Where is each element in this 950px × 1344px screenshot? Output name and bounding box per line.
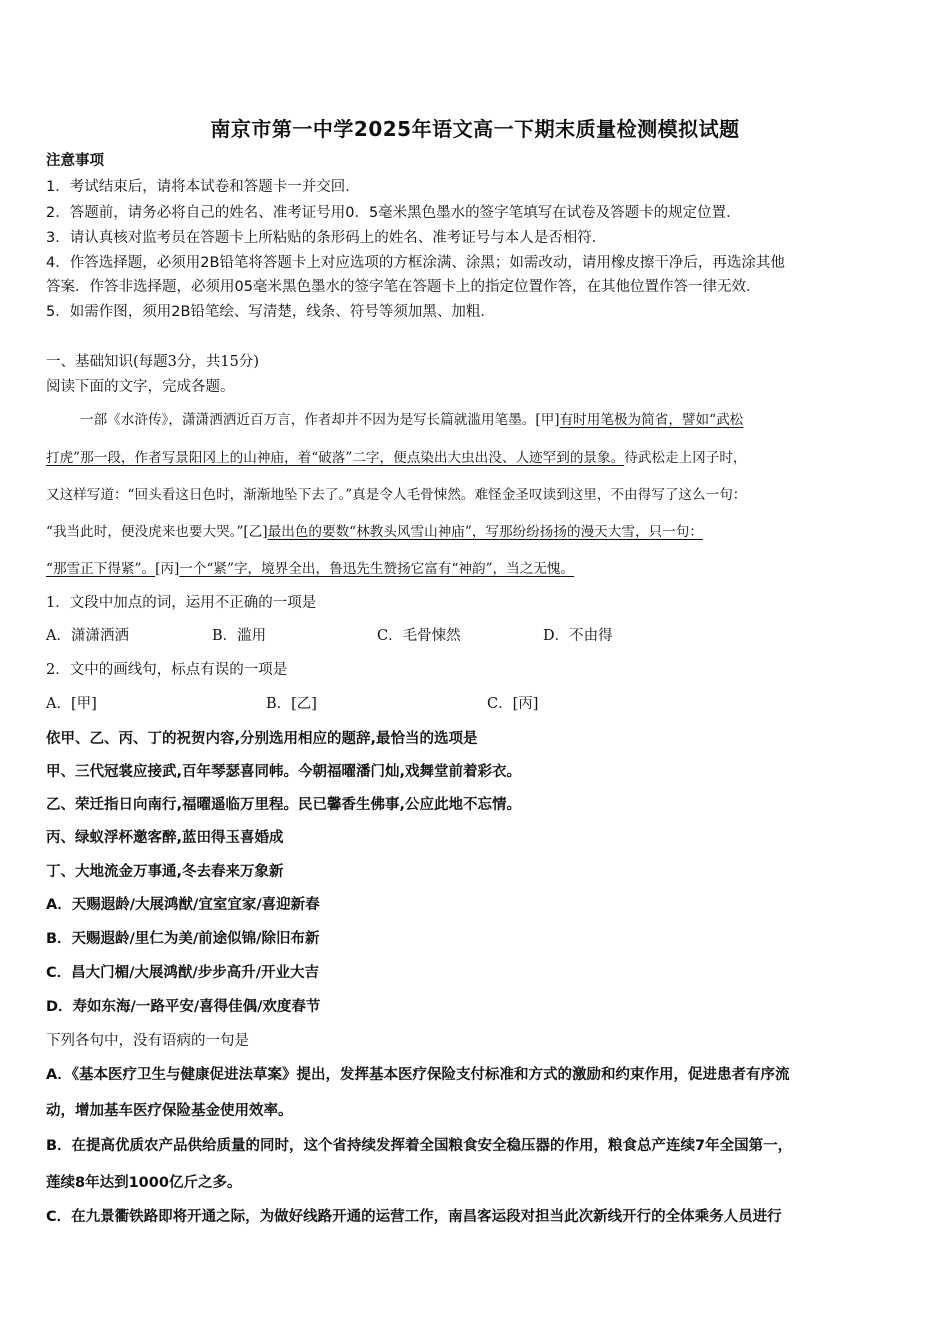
notice-item-4-cont: 答案．作答非选择题，必须用05毫米黑色墨水的签字笔在答题卡上的指定位置作答，在其他位置作答一律无效． xyxy=(46,279,761,295)
question-2-option-a[interactable]: A．[甲] xyxy=(46,696,97,712)
question-3-option-a[interactable]: A．天赐遐龄/大展鸿猷/宜室宜家/喜迎新春 xyxy=(46,897,320,913)
question-3-option-b[interactable]: B．天赐遐龄/里仁为美/前途似锦/除旧布新 xyxy=(46,931,320,947)
section-heading: 一、基础知识(每题3分，共15分) xyxy=(46,354,259,370)
question-3-item-bing: 丙、绿蚁浮杯邀客醉,蓝田得玉喜婚成 xyxy=(46,830,284,846)
question-3-option-c[interactable]: C．昌大门楣/大展鸿猷/步步高升/开业大吉 xyxy=(46,965,320,981)
question-3-item-yi: 乙、荣迁指日向南行,福曜遥临万里程。民已馨香生佛事,公应此地不忘情。 xyxy=(46,797,522,813)
notice-item-5: 5．如需作图，须用2B铅笔绘、写清楚，线条、符号等须加黑、加粗． xyxy=(46,304,495,320)
passage-text: 待武松走上冈子时， xyxy=(624,450,747,466)
underlined-sentence-yi-cont: “那雪正下得紧”。 xyxy=(46,561,156,577)
passage-line-3: 又这样写道：“回头看这日色时，渐渐地坠下去了。”真是令人毛骨悚然。难怪金圣叹读到这里，不由得写了这么一句： xyxy=(46,487,747,503)
question-1-stem: 1．文段中加点的词，运用不正确的一项是 xyxy=(46,595,317,611)
passage-text: “我当此时，便没虎来也要大哭。”[乙] xyxy=(46,524,268,540)
underlined-sentence-jia: 有时用笔极为简省，譬如“武松 xyxy=(559,412,744,428)
question-4-option-c[interactable]: C．在九景衢铁路即将开通之际，为做好线路开通的运营工作，南昌客运段对担当此次新线开行的全体乘务人员进行 xyxy=(46,1209,782,1225)
question-1-option-d[interactable]: D．不由得 xyxy=(543,628,613,644)
question-1-option-c[interactable]: C．毛骨悚然 xyxy=(377,628,461,644)
question-1-option-a[interactable]: A．潇潇洒洒 xyxy=(46,628,129,644)
question-2-option-c[interactable]: C．[丙] xyxy=(487,696,539,712)
notice-item-3: 3．请认真核对监考员在答题卡上所粘贴的条形码上的姓名、准考证号与本人是否相符． xyxy=(46,230,607,246)
question-4-option-b[interactable]: B．在提高优质农产品供给质量的同时，这个省持续发挥着全国粮食安全稳压器的作用，粮食总产连续7年全国第一， xyxy=(46,1138,793,1154)
passage-line-5 xyxy=(46,559,574,579)
question-4-option-b-cont: 莲续8年达到1000亿斤之多。 xyxy=(46,1175,242,1191)
passage-line-4 xyxy=(46,522,703,542)
question-3-stem: 依甲、乙、丙、丁的祝贺内容,分别选用相应的题辞,最恰当的选项是 xyxy=(46,731,478,747)
notice-item-4: 4．作答选择题，必须用2B铅笔将答题卡上对应选项的方框涂满、涂黑；如需改动，请用橡皮擦干净后，再选涂其他 xyxy=(46,255,785,271)
underlined-sentence-yi: 最出色的要数“林教头风雪山神庙”，写那纷纷扬扬的漫天大雪，只一句： xyxy=(267,524,703,540)
question-2-option-b[interactable]: B．[乙] xyxy=(266,696,317,712)
question-1-option-b[interactable]: B．滥用 xyxy=(212,628,267,644)
question-4-stem: 下列各句中，没有语病的一句是 xyxy=(46,1033,249,1049)
page-title: 南京市第一中学2025年语文高一下期末质量检测模拟试题 xyxy=(210,117,740,141)
underlined-sentence-bing: 一个“紧”字，境界全出，鲁迅先生赞扬它富有“神韵”，当之无愧。 xyxy=(179,561,575,577)
question-3-option-d[interactable]: D．寿如东海/一路平安/喜得佳偶/欢度春节 xyxy=(46,999,321,1015)
question-4-option-a[interactable]: A．《基本医疗卫生与健康促进法草案》提出，发挥基本医疗保险支付标准和方式的激励和约束作用，促进患者有序流 xyxy=(46,1067,790,1083)
underlined-sentence-jia-cont: 打虎”那一段，作者写景阳冈上的山神庙，着“破落”二字，便点染出大虫出没、人迹罕到的景象。 xyxy=(46,450,625,466)
passage-line-2 xyxy=(46,448,747,468)
notice-heading: 注意事项 xyxy=(46,153,104,169)
question-3-item-ding: 丁、大地流金万事通,冬去春来万象新 xyxy=(46,864,284,880)
section-instruction: 阅读下面的文字，完成各题。 xyxy=(46,379,235,395)
passage-text: 一部《水浒传》，潇潇洒洒近百万言，作者却并不因为是写长篇就滥用笔墨。[甲] xyxy=(80,412,560,428)
notice-item-1: 1．考试结束后，请将本试卷和答题卡一并交回． xyxy=(46,179,360,195)
question-2-stem: 2．文中的画线句，标点有误的一项是 xyxy=(46,662,288,678)
question-4-option-a-cont: 动，增加基车医疗保险基金使用效率。 xyxy=(46,1103,293,1119)
passage-marker-bing: [丙] xyxy=(155,561,180,577)
question-3-item-jia: 甲、三代冠裳应接武,百年琴瑟喜同帏。今朝福曜潘门灿,戏舞堂前着彩衣。 xyxy=(46,764,522,780)
passage-line-1 xyxy=(80,410,743,430)
notice-item-2: 2．答题前，请务必将自己的姓名、准考证号用0．5毫米黑色墨水的签字笔填写在试卷及答题卡的规定位置． xyxy=(46,205,741,221)
